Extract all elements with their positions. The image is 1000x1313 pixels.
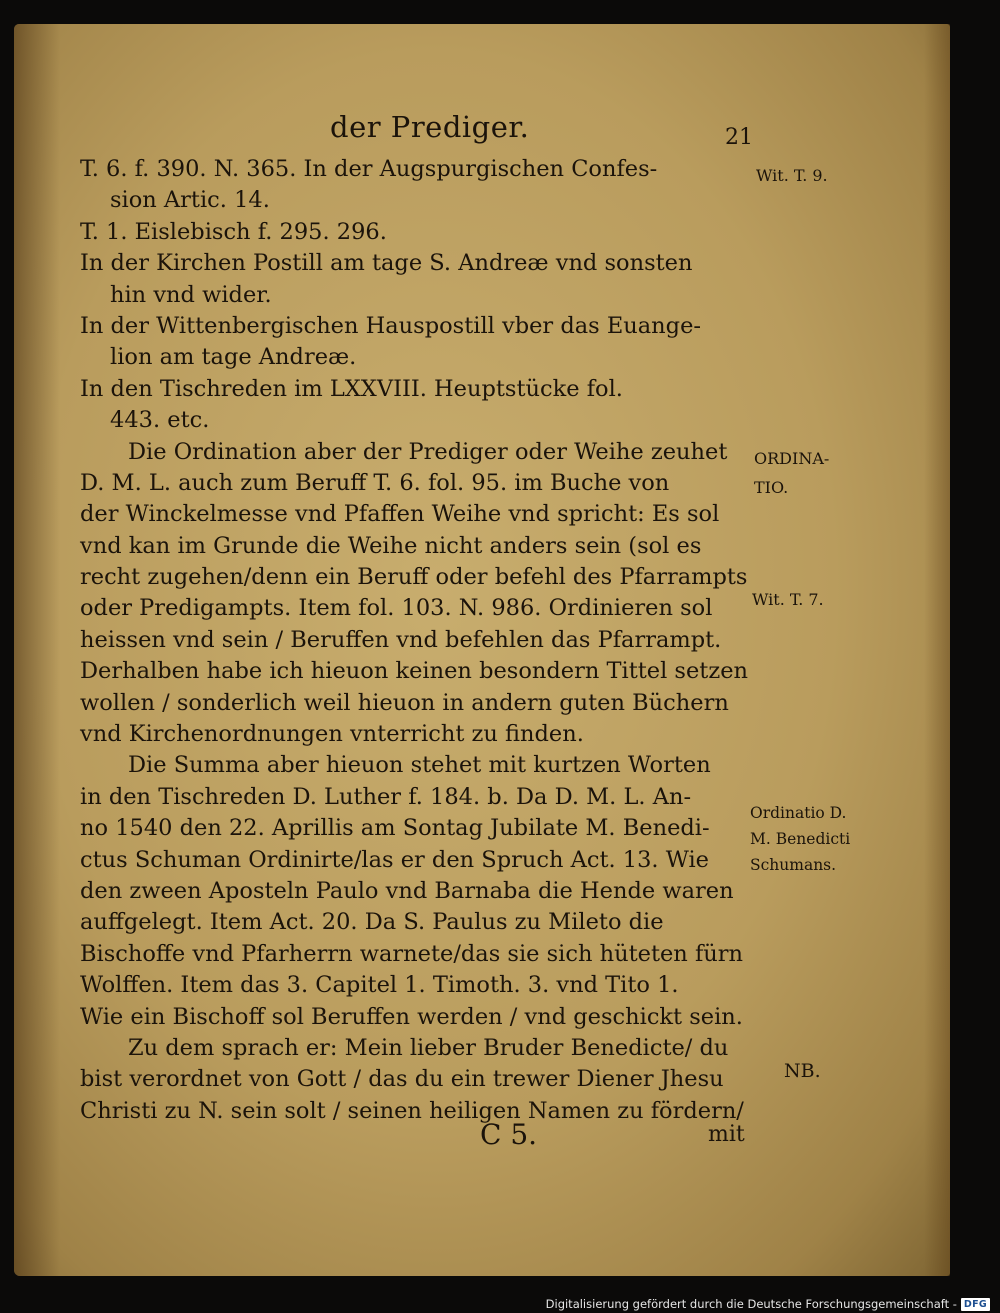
- dfg-logo-icon: DFG: [961, 1298, 990, 1311]
- text-line: sion Artic. 14.: [110, 187, 270, 214]
- main-text-block: [80, 154, 750, 1127]
- margin-note-line: TIO.: [754, 478, 789, 497]
- text-line: oder Predigampts. Item fol. 103. N. 986. Ordinieren sol: [80, 595, 713, 622]
- page-number: 21: [725, 125, 753, 150]
- text-line: Zu dem sprach er: Mein lieber Bruder Benedicte/ du: [128, 1034, 729, 1061]
- text-line: In der Kirchen Postill am tage S. Andreæ vnd sonsten: [80, 250, 693, 277]
- text-line: In den Tischreden im LXXVIII. Heuptstücke fol.: [80, 375, 623, 402]
- margin-note-line: Ordinatio D.: [750, 804, 847, 822]
- margin-note-line: M. Benedicti: [750, 830, 851, 848]
- text-line: hin vnd wider.: [110, 281, 272, 308]
- text-line: wollen / sonderlich weil hieuon in andern guten Büchern: [80, 689, 729, 716]
- text-line: heissen vnd sein / Beruffen vnd befehlen das Pfarrampt.: [80, 626, 722, 653]
- text-line: T. 6. f. 390. N. 365. In der Augspurgischen Confes-: [80, 156, 658, 182]
- margin-note-wit-t7: Wit. T. 7.: [752, 590, 824, 609]
- digitization-credit-text: Digitalisierung gefördert durch die Deutsche Forschungsgemeinschaft -: [545, 1297, 957, 1311]
- margin-note-wit-t9: Wit. T. 9.: [756, 166, 828, 185]
- text-line: den zween Aposteln Paulo vnd Barnaba die Hende waren: [80, 877, 734, 904]
- book-page: [14, 24, 950, 1276]
- signature-mark: C 5.: [480, 1118, 538, 1151]
- margin-note-line: ORDINA-: [754, 449, 830, 468]
- text-line: recht zugehen/denn ein Beruff oder befehl des Pfarrampts: [80, 564, 748, 591]
- digitization-credit: [546, 1297, 990, 1311]
- text-line: Die Ordination aber der Prediger oder Weihe zeuhet: [128, 438, 728, 465]
- text-line: Wie ein Bischoff sol Beruffen werden / vnd geschickt sein.: [80, 1003, 743, 1030]
- margin-note-schuman: [750, 800, 850, 878]
- text-line: T. 1. Eislebisch f. 295. 296.: [80, 218, 387, 245]
- text-line: ctus Schuman Ordinirte/las er den Spruch Act. 13. Wie: [80, 846, 709, 873]
- margin-note-line: Schumans.: [750, 856, 837, 874]
- catchword: mit: [708, 1122, 745, 1147]
- text-line: Derhalben habe ich hieuon keinen besondern Tittel setzen: [80, 658, 749, 685]
- text-line: no 1540 den 22. Aprillis am Sontag Jubilate M. Benedi-: [80, 815, 710, 842]
- text-line: Christi zu N. sein solt / seinen heiligen Namen zu fördern/: [80, 1097, 744, 1124]
- text-line: lion am tage Andreæ.: [110, 344, 357, 371]
- margin-note-nb: NB.: [784, 1060, 821, 1082]
- text-line: 443. etc.: [110, 407, 210, 434]
- text-line: Wolffen. Item das 3. Capitel 1. Timoth. 3. vnd Tito 1.: [80, 972, 679, 999]
- running-head: der Prediger.: [330, 110, 530, 144]
- text-line: Bischoffe vnd Pfarherrn warnete/das sie sich hüteten fürn: [80, 940, 744, 967]
- text-line: Die Summa aber hieuon stehet mit kurtzen Worten: [128, 752, 711, 779]
- margin-note-ordinatio: [754, 444, 829, 502]
- text-line: in den Tischreden D. Luther f. 184. b. Da D. M. L. An-: [80, 783, 692, 810]
- text-line: In der Wittenbergischen Hauspostill vber das Euange-: [80, 312, 701, 339]
- text-line: bist verordnet von Gott / das du ein trewer Diener Jhesu: [80, 1066, 724, 1093]
- text-line: vnd kan im Grunde die Weihe nicht anders sein (sol es: [80, 532, 702, 559]
- text-line: D. M. L. auch zum Beruff T. 6. fol. 95. im Buche von: [80, 469, 670, 496]
- text-line: der Winckelmesse vnd Pfaffen Weihe vnd spricht: Es sol: [80, 501, 720, 528]
- text-line: vnd Kirchenordnungen vnterricht zu finden.: [80, 721, 584, 748]
- text-line: auffgelegt. Item Act. 20. Da S. Paulus zu Mileto die: [80, 909, 664, 936]
